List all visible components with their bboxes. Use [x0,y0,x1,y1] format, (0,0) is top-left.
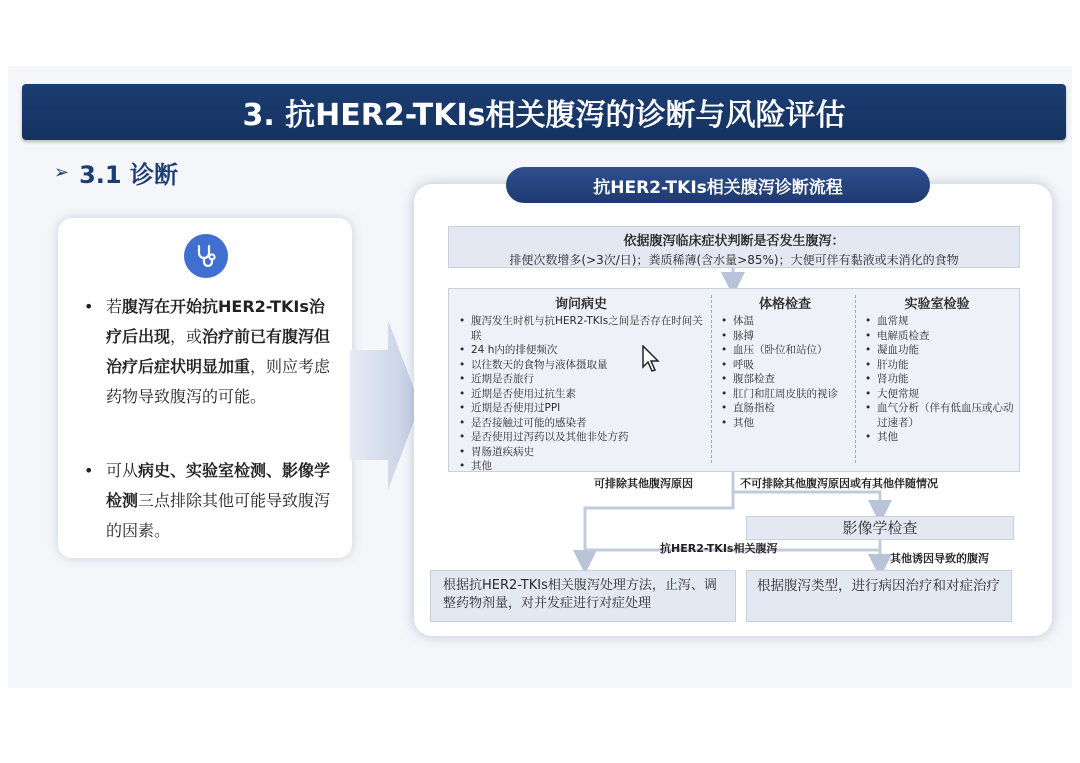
imaging-box: 影像学检查 [746,516,1014,540]
bullet-run: 可从 [106,461,139,480]
flowchart-title: 抗HER2-TKIs相关腹泻诊断流程 [506,167,930,203]
bullet-point-2: • 可从病史、实验室检测、影像学检测三点排除其他可能导致腹泻的因素。 [84,456,334,546]
history-item: • 其他 [471,459,709,474]
physical-item: • 体温 [733,314,855,329]
section-heading [54,154,178,190]
tki-treatment-box: 根据抗HER2-TKIs相关腹泻处理方法，止泻、调整药物剂量，对并发症进行对症处理 [430,570,736,622]
physical-column [715,289,855,430]
history-item: • 以往数天的食物与液体摄取量 [471,358,709,373]
bullet-run: 三点排除其他可能导致腹泻的因素。 [106,491,331,540]
bullet-run: ，则应考虑药物导致腹泻的可能。 [106,357,331,406]
history-item: • 腹泻发生时机与抗HER2-TKIs之间是否存在时间关联 [471,314,709,343]
physical-item: • 呼吸 [733,358,855,373]
lab-item: • 血常规 [877,314,1015,329]
history-item: • 近期是否旅行 [471,372,709,387]
lab-title: 实验室检验 [904,297,970,312]
physical-item: • 腹部检查 [733,372,855,387]
diagnosis-card [58,218,352,558]
history-title: 询问病史 [554,297,607,312]
bullet-point-1: • 若腹泻在开始抗HER2-TKIs治疗后出现，或治疗前已有腹泻但治疗后症状明显加重，则应考虑药物导致腹泻的可能。 [84,292,334,412]
lab-item: • 肾功能 [877,372,1015,387]
bullet-run: 若 [106,297,123,316]
lab-item: • 肝功能 [877,358,1015,373]
column-divider [711,295,712,463]
bullet-run: 治疗前已有腹泻但治疗后症状明显加重 [106,327,331,376]
history-item: • 24 h内的排便频次 [471,343,709,358]
bullet-text-1 [84,292,334,412]
big-arrow-icon [350,320,420,490]
history-item: • 近期是否使用过抗生素 [471,387,709,402]
assessment-box [448,288,1020,472]
page-title: 3. 抗HER2-TKIs相关腹泻的诊断与风险评估 [22,84,1066,140]
criteria-detail: 排便次数增多(>3次/日)；粪质稀薄(含水量>85%)；大便可伴有黏液或未消化的食物 [509,253,959,267]
lab-item: • 大便常规 [877,387,1015,402]
physical-item: • 肛门和肛周皮肤的视诊 [733,387,855,402]
history-item: • 近期是否使用过PPI [471,401,709,416]
bullet-run: 病史、实验室检测、影像学检测 [106,461,331,510]
physical-item: • 脉搏 [733,329,855,344]
bullet-run: ，或 [170,327,203,346]
lab-item: • 其他 [877,430,1015,445]
bullet-text-2 [84,456,334,546]
lab-item: • 电解质检查 [877,329,1015,344]
stethoscope-icon [184,234,228,278]
criteria-title: 依据腹泻临床症状判断是否发生腹泻： [623,234,845,249]
history-item: • 是否接触过可能的感染者 [471,416,709,431]
section-label: 3.1 诊断 [79,160,178,189]
other-treatment-box: 根据腹泻类型，进行病因治疗和对症治疗 [746,570,1012,622]
lab-item: • 凝血功能 [877,343,1015,358]
symptom-criteria-box [448,226,1020,268]
bullet-run: 腹泻在开始抗HER2-TKIs治疗后出现 [106,297,325,346]
branch-not-exclude-label: 不可排除其他腹泻原因或有其他伴随情况 [740,477,938,490]
path-other-label: 其他诱因导致的腹泻 [890,552,989,565]
physical-title: 体格检查 [758,297,811,312]
mouse-cursor-icon [642,345,662,373]
lab-column [859,289,1015,445]
physical-item: • 直肠指检 [733,401,855,416]
history-item: • 胃肠道疾病史 [471,445,709,460]
physical-item: • 其他 [733,416,855,431]
history-list [453,314,709,474]
lab-list [859,314,1015,445]
history-column [453,289,709,474]
lab-item: • 血气分析（伴有低血压或心动过速者） [877,401,1015,430]
physical-item: • 血压（卧位和站位） [733,343,855,358]
path-tki-label: 抗HER2-TKIs相关腹泻 [660,542,778,555]
branch-exclude-label: 可排除其他腹泻原因 [594,477,693,490]
physical-list [715,314,855,430]
section-marker: ➢ [54,161,70,183]
column-divider [855,295,856,463]
history-item: • 是否使用过泻药以及其他非处方药 [471,430,709,445]
